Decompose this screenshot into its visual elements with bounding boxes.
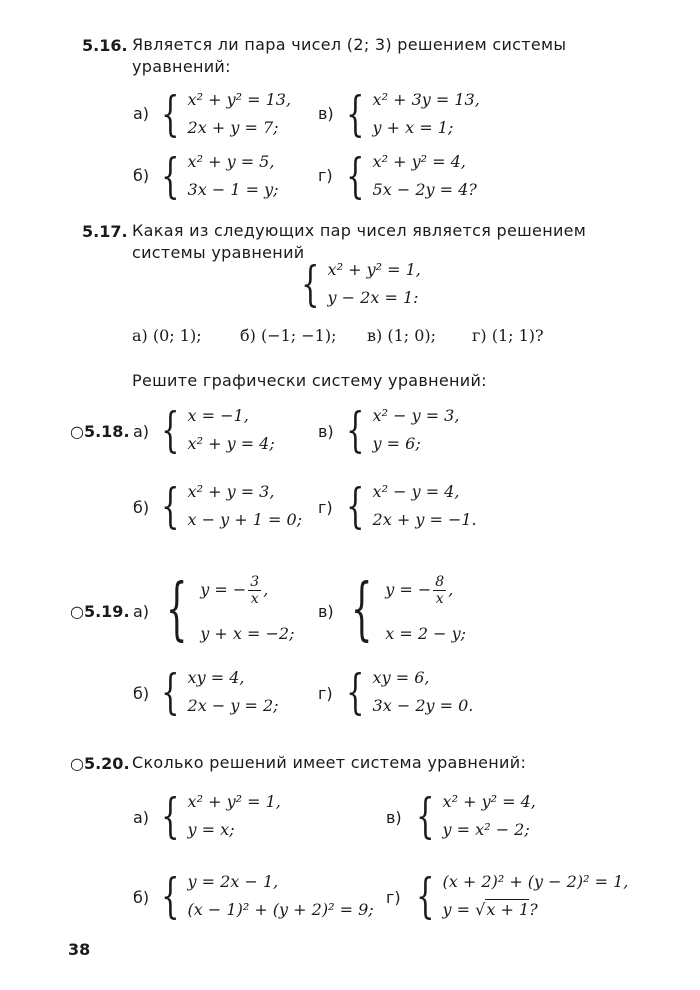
equation: y = 6; — [372, 434, 421, 453]
equation: x² + y = 5, — [187, 152, 275, 171]
brace: { — [346, 478, 365, 534]
label-5-19-v: в) — [318, 602, 334, 621]
brace: { — [165, 569, 188, 649]
equation-part: ? — [529, 900, 538, 919]
equation-part: , — [448, 580, 454, 599]
brace: { — [416, 788, 435, 844]
equation: x² + y = 3, — [187, 482, 275, 501]
label-5-18-v: в) — [318, 422, 334, 441]
problem-number-5-19: ○5.19. — [70, 602, 130, 621]
equation — [200, 572, 294, 608]
equation: 3x − 1 = y; — [187, 180, 279, 199]
equation: x² + y² = 4, — [442, 792, 536, 811]
option-v: в) (1; 0); — [367, 326, 437, 345]
equation: y + x = −2; — [200, 624, 295, 643]
equation: y + x = 1; — [372, 118, 454, 137]
equation: 2x − y = 2; — [187, 696, 279, 715]
equation: xy = 6, — [372, 668, 430, 687]
equation: y = 2x − 1, — [187, 872, 279, 891]
system-5-19-v — [340, 569, 467, 649]
equation-part: y = − — [385, 580, 432, 599]
system-5-18-v — [340, 404, 459, 456]
equation-part: , — [263, 580, 269, 599]
equation: x² − y = 3, — [372, 406, 460, 425]
brace: { — [346, 148, 365, 204]
problem-text-5-17: Какая из следующих пар чисел является решением системы уравнений — [132, 221, 587, 262]
label-5-20-v: в) — [386, 808, 402, 827]
sqrt-sign: √ — [475, 900, 486, 919]
problem-number-5-18: ○5.18. — [70, 422, 130, 441]
brace: { — [416, 868, 435, 924]
system-5-19-a — [155, 569, 295, 649]
system-5-18-a — [155, 404, 275, 456]
option-b: б) (−1; −1); — [240, 326, 337, 345]
fraction — [248, 574, 261, 607]
label-5-18-b: б) — [133, 498, 150, 517]
system-5-16-b — [155, 150, 279, 202]
equation: y = x; — [187, 820, 235, 839]
system-5-19-b — [155, 666, 279, 718]
option-a: а) (0; 1); — [132, 326, 202, 345]
label-5-20-b: б) — [133, 888, 150, 907]
equation: x = −1, — [187, 406, 249, 425]
equation: xy = 4, — [187, 668, 245, 687]
brace: { — [161, 788, 180, 844]
system-5-16-a — [155, 88, 291, 140]
system-5-20-b — [155, 870, 374, 922]
equation: x² + y² = 4, — [372, 152, 466, 171]
brace: { — [346, 86, 365, 142]
option-g: г) (1; 1)? — [472, 326, 544, 345]
problem-number-5-16: 5.16. — [82, 36, 128, 55]
section-header: Решите графически систему уравнений: — [132, 371, 487, 390]
equation: 3x − 2y = 0. — [372, 696, 474, 715]
equation: x² + y² = 1, — [187, 792, 281, 811]
system-5-18-g — [340, 480, 477, 532]
system-5-20-a — [155, 790, 281, 842]
denominator: x — [435, 591, 444, 607]
sqrt-radicand: x + 1 — [486, 900, 530, 919]
brace: { — [350, 569, 373, 649]
brace: { — [161, 664, 180, 720]
equation: y − 2x = 1: — [327, 288, 419, 307]
equation — [443, 898, 629, 922]
problem-text-5-20: Сколько решений имеет система уравнений: — [132, 753, 527, 772]
brace: { — [161, 148, 180, 204]
label-5-18-g: г) — [318, 498, 333, 517]
page-number: 38 — [68, 940, 91, 959]
brace: { — [346, 402, 365, 458]
label-5-20-g: г) — [386, 888, 401, 907]
label-5-16-b: б) — [133, 166, 150, 185]
equation: 2x + y = −1. — [372, 510, 477, 529]
equation: x² + y = 4; — [187, 434, 275, 453]
label-5-19-b: б) — [133, 684, 150, 703]
equation: x² + 3y = 13, — [372, 90, 480, 109]
problem-text-5-16: Является ли пара чисел (2; 3) решением системы уравнений: — [132, 35, 567, 76]
system-5-19-g — [340, 666, 473, 718]
numerator: 8 — [435, 574, 445, 590]
equation-part: y = — [442, 900, 476, 919]
label-5-19-a: а) — [133, 602, 150, 621]
label-5-18-a: а) — [133, 422, 150, 441]
equation: x − y + 1 = 0; — [187, 510, 303, 529]
equation: y = x² − 2; — [442, 820, 530, 839]
label-5-16-v: в) — [318, 104, 334, 123]
label-5-16-a: а) — [133, 104, 150, 123]
problem-number-5-20: ○5.20. — [70, 754, 130, 773]
brace: { — [161, 86, 180, 142]
equation: 5x − 2y = 4? — [372, 180, 477, 199]
equation: x² + y² = 13, — [187, 90, 292, 109]
system-5-16-g — [340, 150, 477, 202]
equation-part: y = − — [200, 580, 247, 599]
label-5-20-a: а) — [133, 808, 150, 827]
system-5-16-v — [340, 88, 480, 140]
answer-options-5-17 — [132, 326, 602, 348]
equation: (x − 1)² + (y + 2)² = 9; — [187, 900, 374, 919]
equation: x² + y² = 1, — [327, 260, 421, 279]
label-5-19-g: г) — [318, 684, 333, 703]
problem-number-5-17: 5.17. — [82, 222, 128, 241]
brace: { — [161, 868, 180, 924]
equation: (x + 2)² + (y − 2)² = 1, — [442, 872, 629, 891]
denominator: x — [250, 591, 259, 607]
equation: x = 2 − y; — [385, 624, 467, 643]
system-5-17 — [295, 258, 421, 310]
label-5-16-g: г) — [318, 166, 333, 185]
system-5-18-b — [155, 480, 302, 532]
equation: x² − y = 4, — [372, 482, 460, 501]
system-5-20-v — [410, 790, 536, 842]
brace: { — [161, 478, 180, 534]
equation — [385, 572, 466, 608]
brace: { — [161, 402, 180, 458]
fraction — [433, 574, 446, 607]
numerator: 3 — [250, 574, 260, 590]
equation: 2x + y = 7; — [187, 118, 279, 137]
brace: { — [301, 256, 320, 312]
brace: { — [346, 664, 365, 720]
system-5-20-g — [410, 870, 628, 922]
